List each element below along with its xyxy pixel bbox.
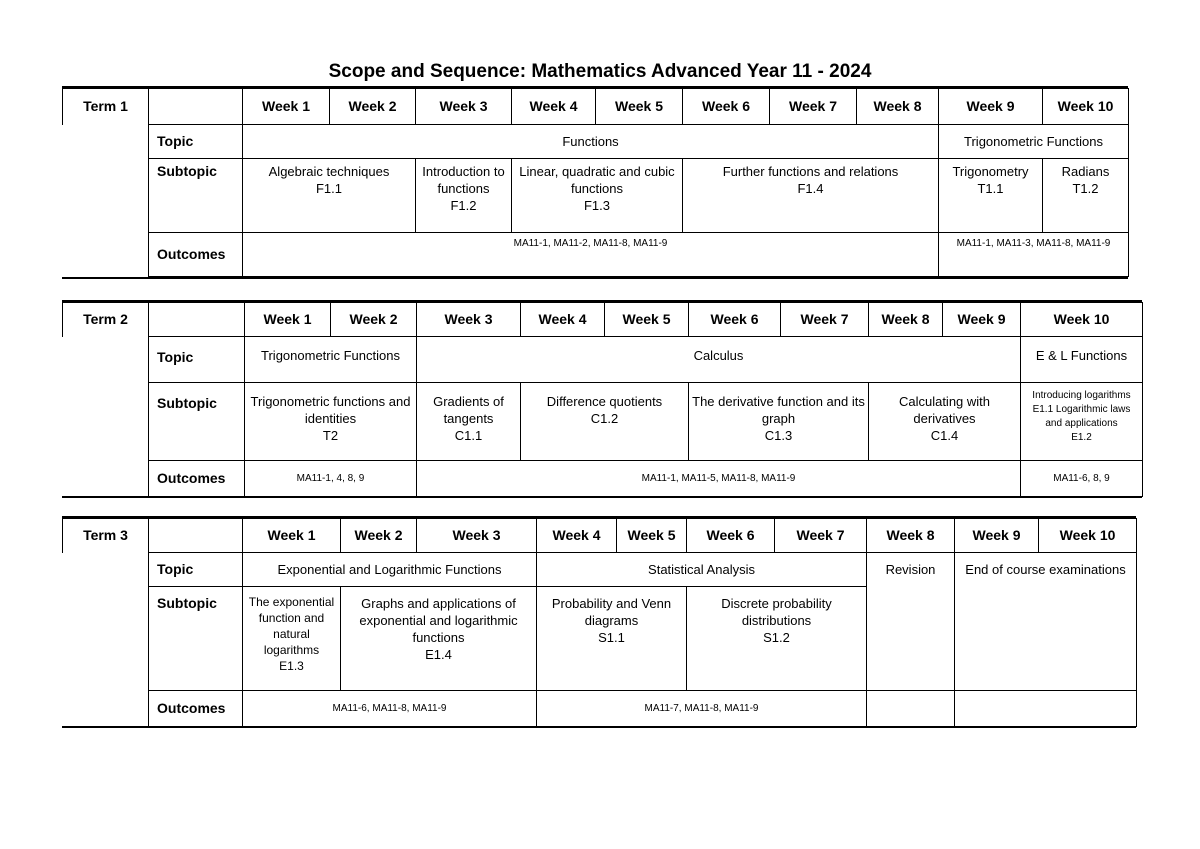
subtopic-name: Introducing logarithms E1.1 Logarithmic laws and applications	[1032, 390, 1131, 429]
subtopic-code: C1.1	[454, 428, 483, 443]
term3-topic-stats: Statistical Analysis	[537, 553, 867, 587]
term2-week-4: Week 4	[521, 303, 605, 337]
term2-bottom-border	[62, 496, 1142, 498]
subtopic-name: The derivative function and its graph	[692, 394, 865, 426]
subtopic-code: C1.4	[930, 428, 959, 443]
term1-outcomes-trig: MA11-1, MA11-3, MA11-8, MA11-9	[939, 233, 1129, 277]
term1-subtopic-f14	[683, 159, 939, 233]
term1-subtopic-t12	[1043, 159, 1129, 233]
term1-bottom-border	[62, 277, 1128, 279]
term1-topic-label: Topic	[149, 125, 243, 159]
term2-week-9: Week 9	[943, 303, 1021, 337]
subtopic-name: Introduction to functions	[422, 164, 505, 196]
term3-outcomes-stats: MA11-7, MA11-8, MA11-9	[537, 691, 867, 727]
term2-spacer	[63, 461, 149, 497]
term2-spacer	[63, 383, 149, 461]
term3-week-3: Week 3	[417, 519, 537, 553]
term2-week-6: Week 6	[689, 303, 781, 337]
term3-outcomes-label: Outcomes	[149, 691, 243, 727]
subtopic-name: Algebraic techniques	[268, 164, 390, 179]
term2-header-blank	[149, 303, 245, 337]
subtopic-code: S1.2	[763, 630, 790, 645]
term3-outcomes-exams	[955, 691, 1137, 727]
subtopic-code: F1.2	[450, 198, 477, 213]
subtopic-name: The exponential function and natural logarithms	[248, 595, 335, 657]
term1-subtopic-label: Subtopic	[149, 159, 243, 233]
term3-week-5: Week 5	[617, 519, 687, 553]
subtopic-code: E1.4	[425, 647, 452, 662]
subtopic-code: C1.3	[764, 428, 793, 443]
term2-week-8: Week 8	[869, 303, 943, 337]
term1-header-blank	[149, 89, 243, 125]
term3-subtopic-s11	[537, 587, 687, 691]
subtopic-name: Probability and Venn diagrams	[551, 596, 672, 628]
subtopic-name: Calculating with derivatives	[898, 394, 991, 426]
term2-week-7: Week 7	[781, 303, 869, 337]
term1-week-3: Week 3	[416, 89, 512, 125]
subtopic-name: Graphs and applications of exponential and logarithmic functions	[359, 596, 518, 645]
page-title: Scope and Sequence: Mathematics Advanced Year 11 - 2024	[328, 61, 872, 82]
term3-label: Term 3	[63, 519, 149, 553]
term1-topic-functions: Functions	[243, 125, 939, 159]
term2-subtopic-label: Subtopic	[149, 383, 245, 461]
subtopic-code: F1.1	[315, 181, 342, 196]
term3-table	[62, 518, 1137, 727]
subtopic-code: E1.2	[1071, 432, 1092, 443]
term1-week-10: Week 10	[1043, 89, 1129, 125]
term3-spacer	[63, 691, 149, 727]
term3-subtopic-e13	[243, 587, 341, 691]
term1-table	[62, 88, 1129, 277]
term2-week-2: Week 2	[331, 303, 417, 337]
subtopic-name: Discrete probability distributions	[721, 596, 832, 628]
term3-week-6: Week 6	[687, 519, 775, 553]
subtopic-code: T1.2	[1072, 181, 1099, 196]
term1-subtopic-f12	[416, 159, 512, 233]
subtopic-code: E1.3	[279, 659, 304, 673]
term3-spacer	[63, 553, 149, 587]
term3-header-blank	[149, 519, 243, 553]
term3-topic-label: Topic	[149, 553, 243, 587]
term2-outcomes-label: Outcomes	[149, 461, 245, 497]
term3-outcomes-exp-log: MA11-6, MA11-8, MA11-9	[243, 691, 537, 727]
term2-label: Term 2	[63, 303, 149, 337]
subtopic-code: F1.4	[797, 181, 824, 196]
subtopic-code: C1.2	[590, 411, 619, 426]
term3-topic-revision: Revision	[867, 553, 955, 691]
subtopic-code: F1.3	[583, 198, 610, 213]
term3-bottom-border	[62, 726, 1136, 728]
term1-week-2: Week 2	[330, 89, 416, 125]
term2-week-10: Week 10	[1021, 303, 1143, 337]
term2-subtopic-c14	[869, 383, 1021, 461]
term1-subtopic-f13	[512, 159, 683, 233]
term2-outcomes-el: MA11-6, 8, 9	[1021, 461, 1143, 497]
term2-subtopic-e11-e12	[1021, 383, 1143, 461]
term2-topic-el: E & L Functions	[1021, 337, 1143, 383]
term1-spacer	[63, 125, 149, 159]
subtopic-name: Trigonometry	[952, 164, 1029, 179]
term3-week-1: Week 1	[243, 519, 341, 553]
term2-topic-trig: Trigonometric Functions	[245, 337, 417, 383]
term2-topic-calculus: Calculus	[417, 337, 1021, 383]
subtopic-name: Difference quotients	[546, 394, 663, 409]
term1-week-6: Week 6	[683, 89, 770, 125]
subtopic-name: Gradients of tangents	[433, 394, 504, 426]
subtopic-code: T2	[322, 428, 339, 443]
term3-spacer	[63, 587, 149, 691]
subtopic-code: S1.1	[598, 630, 625, 645]
subtopic-name: Radians	[1061, 164, 1110, 179]
term1-week-5: Week 5	[596, 89, 683, 125]
subtopic-name: Further functions and relations	[722, 164, 899, 179]
term1-week-8: Week 8	[857, 89, 939, 125]
term2-week-1: Week 1	[245, 303, 331, 337]
term2-subtopic-c11	[417, 383, 521, 461]
term1-outcomes-functions: MA11-1, MA11-2, MA11-8, MA11-9	[243, 233, 939, 277]
subtopic-name: Linear, quadratic and cubic functions	[519, 164, 675, 196]
term2-subtopic-c12	[521, 383, 689, 461]
term1-subtopic-f11	[243, 159, 416, 233]
term3-week-9: Week 9	[955, 519, 1039, 553]
term1-label: Term 1	[63, 89, 149, 125]
term3-week-2: Week 2	[341, 519, 417, 553]
term2-week-3: Week 3	[417, 303, 521, 337]
term1-spacer	[63, 159, 149, 233]
term2-outcomes-trig: MA11-1, 4, 8, 9	[245, 461, 417, 497]
term3-outcomes-revision	[867, 691, 955, 727]
term1-outcomes-label: Outcomes	[149, 233, 243, 277]
term1-week-1: Week 1	[243, 89, 330, 125]
term3-week-8: Week 8	[867, 519, 955, 553]
term2-outcomes-calculus: MA11-1, MA11-5, MA11-8, MA11-9	[417, 461, 1021, 497]
term2-topic-label: Topic	[149, 337, 245, 383]
term3-week-10: Week 10	[1039, 519, 1137, 553]
term1-week-4: Week 4	[512, 89, 596, 125]
term1-subtopic-t11	[939, 159, 1043, 233]
subtopic-code: T1.1	[977, 181, 1004, 196]
term2-table	[62, 302, 1143, 497]
term3-subtopic-e14	[341, 587, 537, 691]
term3-subtopic-label: Subtopic	[149, 587, 243, 691]
term1-week-7: Week 7	[770, 89, 857, 125]
term2-subtopic-t2	[245, 383, 417, 461]
term1-spacer	[63, 233, 149, 277]
term1-topic-trig: Trigonometric Functions	[939, 125, 1129, 159]
term2-spacer	[63, 337, 149, 383]
term2-week-5: Week 5	[605, 303, 689, 337]
term3-week-4: Week 4	[537, 519, 617, 553]
term3-week-7: Week 7	[775, 519, 867, 553]
term1-week-9: Week 9	[939, 89, 1043, 125]
term3-subtopic-s12	[687, 587, 867, 691]
subtopic-name: Trigonometric functions and identities	[250, 394, 411, 426]
term2-subtopic-c13	[689, 383, 869, 461]
term3-topic-exp-log: Exponential and Logarithmic Functions	[243, 553, 537, 587]
term3-topic-exams: End of course examinations	[955, 553, 1137, 691]
